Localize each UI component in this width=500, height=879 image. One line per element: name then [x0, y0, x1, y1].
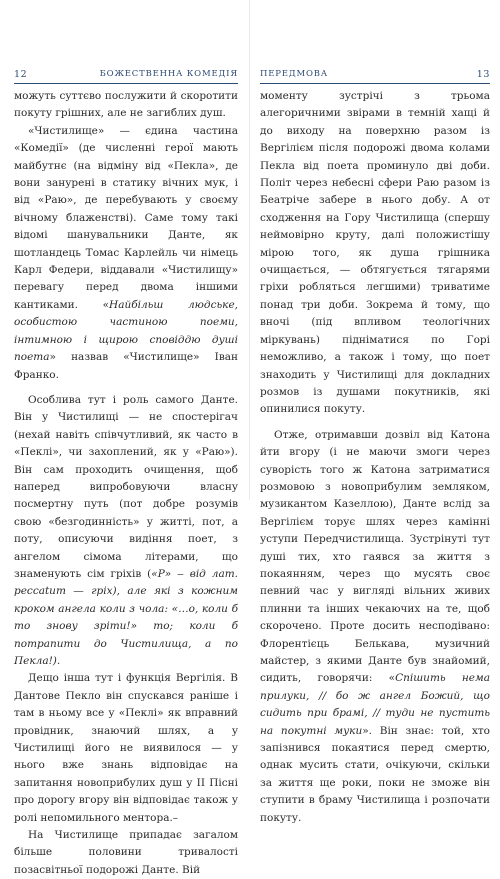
paragraph — [14, 88, 238, 123]
right-running-header — [260, 69, 490, 83]
text-run: » назвав «Чистилище» Іван Франко. — [14, 351, 238, 381]
right-running-title: ПЕРЕДМОВА — [260, 69, 329, 79]
left-page-number: 12 — [14, 69, 28, 80]
left-body-text — [14, 88, 238, 879]
text-run: можуть суттєво послужити й скоротити покуту грішних, але не загиблих душ. — [14, 90, 238, 120]
paragraph — [14, 392, 238, 671]
left-running-title: БОЖЕСТВЕННА КОМЕДІЯ — [99, 69, 238, 79]
left-running-header — [14, 69, 238, 83]
text-run: Отже, отримавши дозвіл від Катона йти вгору (і не маючи змоги через суворість того ж Катона затриматися розмовою з новоприбулим земляком, музикантом Казеллою), Данте вслід за Вергілієм торує шлях через камінні уступи Передчистилища. Зустрінуті тут душі тих, хто гаявся за життя з покаянням, через що мусять своє певний час у вигляді вільних живих плинни та інших чекаючих на те, щоб скорочено. Проте досить несподівано: Флорентієць Белькава, музичний майстер, з якими Данте був знайомий, сидить, говорячи: « — [260, 428, 490, 685]
right-header-rule — [260, 83, 490, 84]
right-page — [250, 0, 500, 824]
left-header-rule — [14, 83, 238, 84]
text-run: моменту зустрічі з трьома алегоричними звірами в темній хащі й до виходу на поверхню разом із Вергілієм після подорожі двома колами Пекла від поета проминуло дві доби. Політ через небесні сфери Раю разом із Беатріче забере в нього добу. А от сходження на Гору Чистилища (спершу неймовірно круту, далі положистішу мірою того, як душа грішника очищається, — обтягується тягарями гріхи робляться легшими) триватиме понад три доби. Зокрема й тому, що вночі (під впливом теологічних міркувань) підніматися по Горі неможливо, а також і тому, що поет знаходить у Чистилищі для докладних розмов із душами покутників, які опинилися покуту. — [260, 90, 490, 416]
text-run: ». Він знає: той, хто запізнився покаятися перед смертю, однак мусить стати, очікуючи, скільки за життя ще роки, поки не зможе він ступити в браму Чистилища і розпочати покуту. — [260, 724, 490, 824]
text-run: Особлива тут і роль самого Данте. Він у Чистилищі — не спостерігач (нехай навіть співчутливий, як часто в «Пеклі», чи захоплений, як у «Раю»). Він сам проходить очищення, щоб наперед випробовуючи власну посмертну путь (пот добре розумів свою «безгодинність» у житті, пот, а поту, описуючи видіння поет, з ангелом сімома літерами, що знаменують сім гріхів ( — [14, 393, 238, 580]
text-run: «Чистилище» — єдина частина «Комедії» (де численні герої мають майбутнє (на відміну від «Пекла», де вони занурені в статику вічних мук, і від «Раю», де перебувають у своєму вічному блаженстві). Саме тому такі відомі шанувальники Данте, як шотландець Томас Карлейль чи німець Карл Федери, віддавали «Чистилищу» перевагу перед двома іншими кантиками. « — [14, 124, 238, 311]
right-page-number: 13 — [476, 69, 490, 80]
text-run: Дещо інша тут і функція Вергілія. В Дантове Пекло він спускався раніше і там в ньому все у «Пеклі» як вправний провідник, знаючий шлях, а у Чистилищі його не виявилося — у нього вже знань відповідає на запитання новоприбулих душ у ІІ Пісні про дорогу вгору він відповідає також у ролі непомильного ментора.– — [14, 672, 238, 824]
italic-quote: Спішить нема прилуки, // бо ж ангел Божий, що сидить при брамі, // туди не пустить на покутні муки — [260, 672, 490, 737]
paragraph — [14, 670, 238, 827]
paragraph — [260, 88, 490, 419]
paragraph — [14, 123, 238, 384]
paragraph — [14, 827, 238, 879]
right-body-text — [260, 88, 490, 827]
paragraph — [260, 427, 490, 827]
italic-quote: Найбільш людське, особистою частиною поеми, інтимною і щирою сповіддю душі поета — [14, 298, 239, 364]
left-page — [0, 0, 250, 876]
italic-quote: «P» ‒ від лат. peccatum — гріх), але які з кожним кроком ангела коли з чола: «…о, коли б то знову зріти!» то; коли б потрапити до Чистилища, а по Пекла!). — [14, 567, 238, 667]
text-run: На Чистилище припадає загалом більше половини тривалості позасвітньої подорожі Данте. Вій — [14, 829, 238, 876]
